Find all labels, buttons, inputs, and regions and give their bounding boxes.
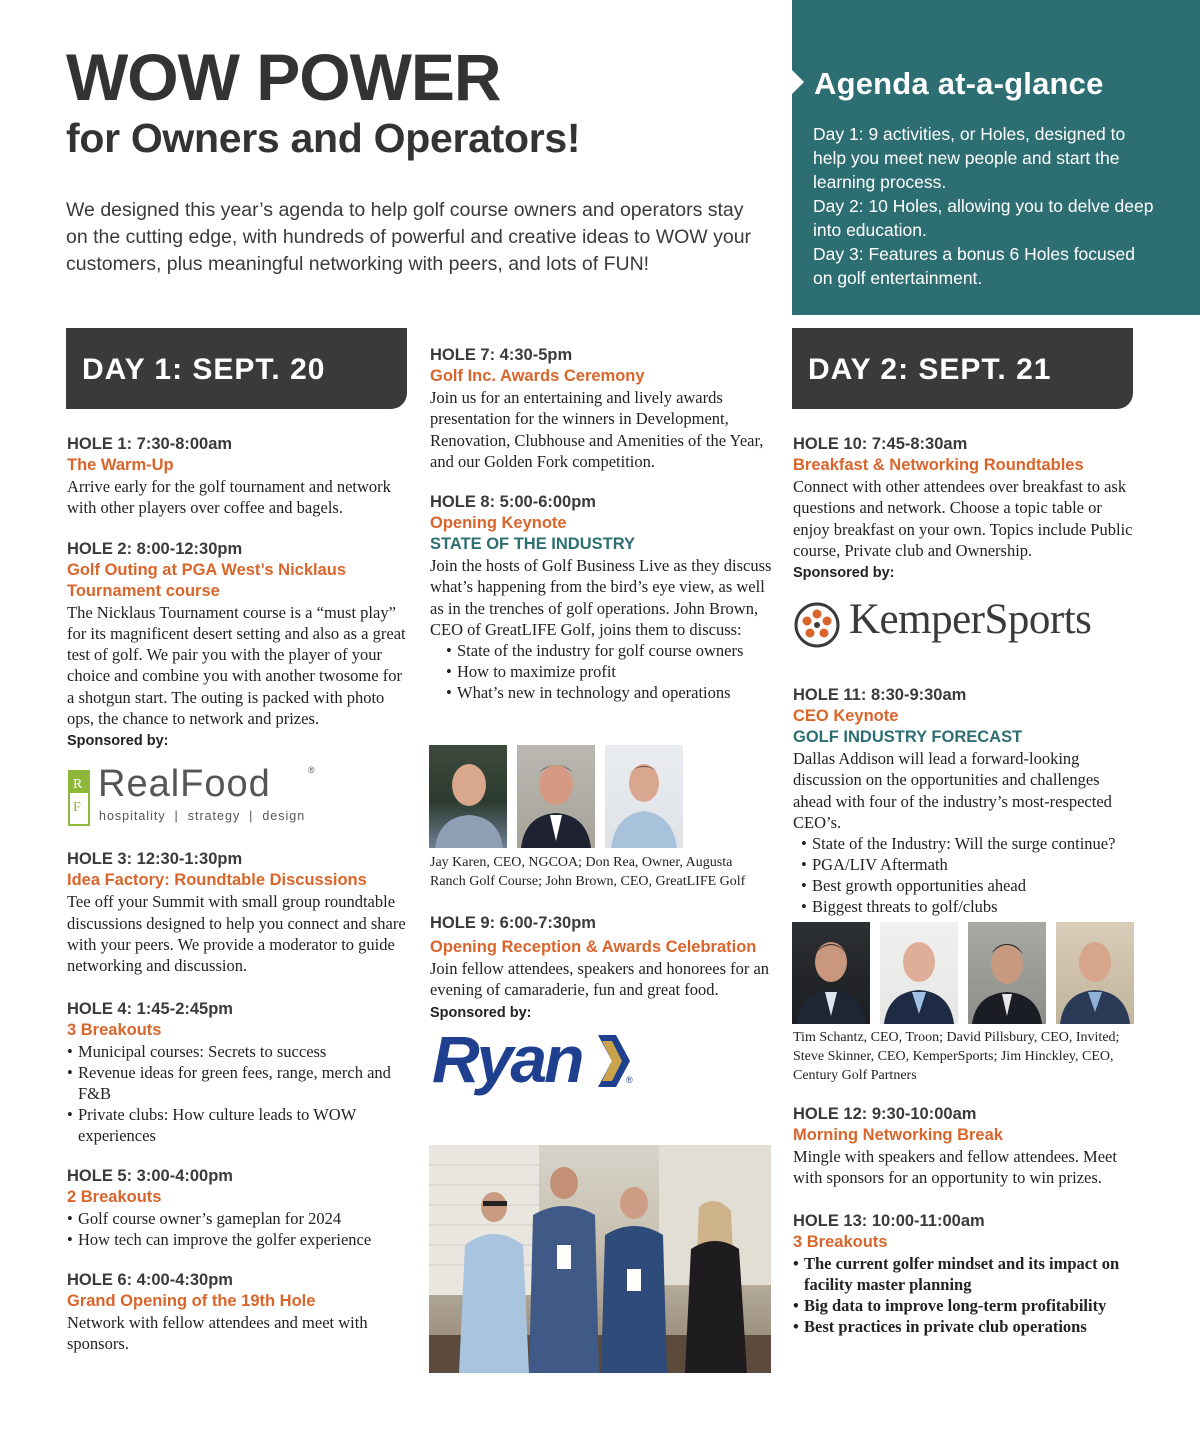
speaker-photo [792, 922, 870, 1024]
hole-7 [430, 345, 775, 472]
list-item: • The current golfer mindset and its impact on facility master planning [793, 1253, 1138, 1295]
svg-text:R: R [73, 777, 83, 793]
list-item: • Revenue ideas for green fees, range, merch and F&B [67, 1062, 412, 1104]
list-item: • Municipal courses: Secrets to success [67, 1041, 412, 1062]
hole-4 [67, 999, 412, 1146]
sponsored-by-label: Sponsored by: [793, 565, 895, 582]
hole-time: HOLE 9: 6:00-7:30pm [430, 914, 596, 932]
page-subtitle: for Owners and Operators! [66, 115, 581, 161]
hole-1 [67, 434, 412, 519]
hole-12 [793, 1104, 1138, 1189]
agenda-summary [813, 122, 1158, 290]
agenda-title: Agenda at-a-glance [814, 66, 1104, 101]
speaker-photo [880, 922, 958, 1024]
agenda-day2: Day 2: 10 Holes, allowing you to delve deep into education. [813, 196, 1154, 240]
hole-11-topics [801, 833, 1138, 917]
hole-title: Opening Reception & Awards Celebration [430, 938, 757, 956]
hole-time: HOLE 12: 9:30-10:00am [793, 1105, 977, 1123]
group-event-photo [429, 1145, 771, 1373]
hole-subtitle: STATE OF THE INDUSTRY [430, 535, 636, 554]
list-item: • Big data to improve long-term profitability [793, 1295, 1138, 1316]
hole-5-breakouts [67, 1208, 412, 1250]
hole-8 [430, 492, 775, 703]
kempersports-wordmark: KemperSports [849, 596, 1092, 644]
hole-title: Opening Keynote [430, 514, 567, 533]
day2-column-lower [793, 1104, 1138, 1357]
hole-time: HOLE 11: 8:30-9:30am [793, 686, 967, 705]
day1-banner [66, 328, 407, 409]
day1-banner-label: DAY 1: SEPT. 20 [82, 353, 326, 386]
hole-8-photo-caption: Jay Karen, CEO, NGCOA; Don Rea, Owner, Augusta Ranch Golf Course; John Brown, CEO, GreatLIFE Golf [430, 855, 746, 889]
list-item: • State of the Industry: Will the surge continue? [801, 833, 1138, 854]
list-item: • PGA/LIV Aftermath [801, 854, 1138, 875]
hole-title: Golf Inc. Awards Ceremony [430, 367, 645, 385]
speaker-photo [429, 745, 507, 848]
hole-title: Morning Networking Break [793, 1126, 1003, 1144]
hole-description: Mingle with speakers and fellow attendees. Meet with sponsors for an opportunity to win prizes. [793, 1147, 1117, 1188]
hole-time: HOLE 8: 5:00-6:00pm [430, 493, 596, 512]
svg-text:F: F [73, 800, 81, 816]
agenda-arrow-notch [792, 70, 804, 94]
hole-title: 2 Breakouts [67, 1187, 162, 1206]
agenda-at-a-glance-box [792, 0, 1200, 315]
hole-title: 3 Breakouts [793, 1232, 888, 1251]
hole-description: Tee off your Summit with small group roundtable discussions designed to help you connect and share with your peers. We provide a moderator to guide networking and discussion. [67, 892, 406, 976]
ryan-wordmark: Ryan [432, 1022, 582, 1096]
hole-description: Arrive early for the golf tournament and network with other players over coffee and bagels. [67, 477, 391, 518]
kempersports-logo [793, 585, 1138, 665]
day2-banner [792, 328, 1133, 409]
speaker-photo [1056, 922, 1134, 1024]
hole-title: 3 Breakouts [67, 1020, 162, 1039]
hole-description: Network with fellow attendees and meet with sponsors. [67, 1312, 368, 1353]
list-item: • How tech can improve the golfer experience [67, 1229, 412, 1250]
hole-description: The Nicklaus Tournament course is a “must play” for its magnificent desert setting and also as a great test of golf. We pair you with the player of your choice and combine you with another twosome for a shotgun start. The outing is packed with photo ops, the chance to network and prizes. [67, 602, 406, 729]
hole-9 [430, 913, 775, 1023]
ryan-logo: Ryan ® [432, 1022, 633, 1096]
realfood-tagline: hospitality | strategy | design [99, 809, 306, 824]
speaker-photo [605, 745, 683, 848]
hole-13-breakouts [793, 1253, 1138, 1337]
hole-title: Golf Outing at PGA West’s Nicklaus Tournament course [67, 560, 347, 600]
hole-time: HOLE 4: 1:45-2:45pm [67, 999, 233, 1018]
hole-8-topics [430, 640, 775, 703]
hole-time: HOLE 1: 7:30-8:00am [67, 435, 233, 453]
hole-title: Grand Opening of the 19th Hole [67, 1291, 316, 1310]
page-title: WOW POWER [66, 40, 501, 114]
hole-time: HOLE 13: 10:00-11:00am [793, 1211, 985, 1230]
hole-description: Join the hosts of Golf Business Live as they discuss what’s happening from the bird’s eye view, as well as in the trenches of golf operations. John Brown, CEO of GreatLIFE Golf, joins them to discuss: [430, 556, 772, 640]
hole-4-breakouts [67, 1041, 412, 1146]
day1-column-middle [430, 345, 775, 723]
hole-time: HOLE 7: 4:30-5pm [430, 346, 573, 364]
speaker-photo [517, 745, 595, 848]
hole-11 [793, 685, 1138, 917]
list-item: • State of the industry for golf course owners [446, 640, 775, 661]
hole-time: HOLE 2: 8:00-12:30pm [67, 539, 243, 558]
hole-11-photo-caption: Tim Schantz, CEO, Troon; David Pillsbury, CEO, Invited; Steve Skinner, CEO, KemperSports; Jim Hinckley, CEO, Century Golf Partners [793, 1030, 1120, 1083]
list-item: • Private clubs: How culture leads to WOW experiences [67, 1104, 412, 1146]
hole-title: Breakfast & Networking Roundtables [793, 456, 1084, 474]
hole-description: Connect with other attendees over breakfast to ask questions and network. Choose a topic table or enjoy breakfast on your own. Topics include Public course, Private club and Ownership. [793, 477, 1133, 560]
sponsored-by-label: Sponsored by: [67, 733, 169, 750]
hole-10 [793, 434, 1138, 583]
hole-time: HOLE 5: 3:00-4:00pm [67, 1166, 233, 1185]
hole-title: CEO Keynote [793, 707, 899, 726]
day2-banner-label: DAY 2: SEPT. 21 [808, 353, 1052, 386]
hole-title: Idea Factory: Roundtable Discussions [67, 871, 367, 890]
hole-6 [67, 1270, 412, 1355]
list-item: • What’s new in technology and operations [446, 682, 775, 703]
list-item: • How to maximize profit [446, 661, 775, 682]
realfood-wordmark: RealFood [98, 763, 271, 806]
hole-5 [67, 1166, 412, 1250]
sponsored-by-label: Sponsored by: [430, 1004, 532, 1021]
hole-description: Join us for an entertaining and lively awards presentation for the winners in Development, Renovation, Clubhouse and Amenities of the Year, and our Golden Fork competition. [430, 388, 764, 471]
kempersports-emblem-icon [793, 601, 841, 649]
list-item: • Golf course owner’s gameplan for 2024 [67, 1208, 412, 1229]
hole-13 [793, 1211, 1138, 1337]
list-item: • Best practices in private club operations [793, 1316, 1138, 1337]
speaker-photo [968, 922, 1046, 1024]
intro-paragraph: We designed this year’s agenda to help golf course owners and operators stay on the cutting edge, with hundreds of powerful and creative ideas to WOW your customers, plus meaningful networking with peers, and lots of FUN! [66, 199, 752, 275]
hole-subtitle: GOLF INDUSTRY FORECAST [793, 728, 1023, 747]
hole-description: Dallas Addison will lead a forward-looking discussion on the opportunities and challenges ahead with four of the industry’s most-respected CEO’s. [793, 749, 1112, 833]
hole-time: HOLE 10: 7:45-8:30am [793, 435, 968, 453]
hole-time: HOLE 6: 4:00-4:30pm [67, 1270, 233, 1289]
agenda-day3: Day 3: Features a bonus 6 Holes focused on golf entertainment. [813, 244, 1135, 288]
hole-2 [67, 539, 412, 752]
hole-time: HOLE 3: 12:30-1:30pm [67, 850, 243, 869]
list-item: • Biggest threats to golf/clubs [801, 896, 1138, 917]
agenda-day1: Day 1: 9 activities, or Holes, designed to help you meet new people and start the learning process. [813, 124, 1126, 192]
day1-column-left [67, 434, 412, 1374]
list-item: • Best growth opportunities ahead [801, 875, 1138, 896]
hole-title: The Warm-Up [67, 456, 174, 474]
hole-description: Join fellow attendees, speakers and honorees for an evening of camaraderie, fun and great food. [430, 959, 770, 1000]
realfood-logo: F R RealFood ® hospitality | strategy | design [67, 761, 412, 849]
day2-column [793, 434, 1138, 937]
hole-3 [67, 849, 412, 976]
